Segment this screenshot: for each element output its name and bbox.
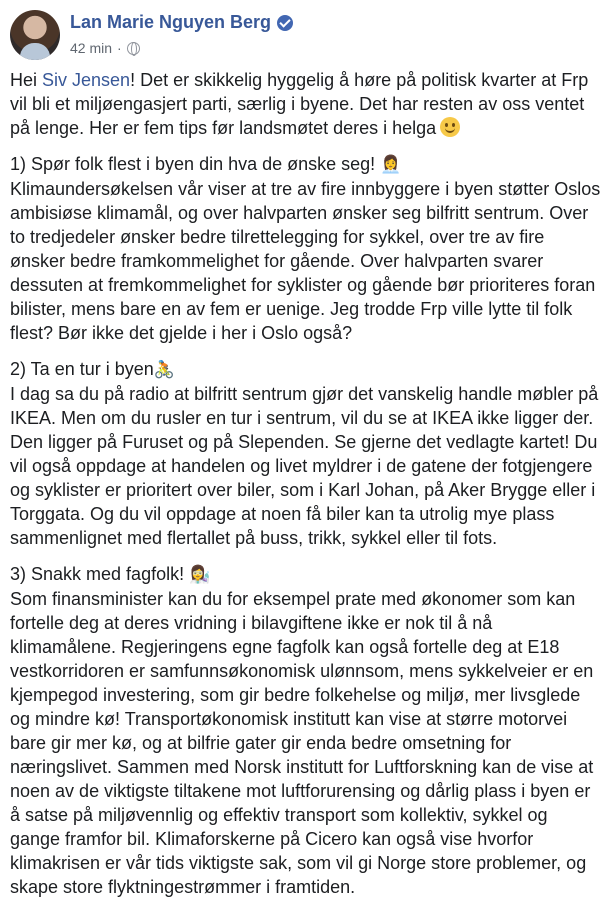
tip3-paragraph <box>10 562 602 899</box>
cyclist-icon: 🚴 <box>153 360 175 380</box>
tip3-heading: 3) Snakk med fagfolk! <box>10 564 185 584</box>
post-meta <box>70 40 140 56</box>
verified-badge-icon <box>277 15 293 31</box>
post-header <box>10 10 605 62</box>
tip1-text: Klimaundersøkelsen vår viser at tre av fire innbyggere i byen støtter Oslos ambisiøse klimamål, og over halvparten ønsker seg bilfritt sentrum. Over to tredjedeler ønsker bedre tilrettelegging for sykkel, over tre av fire ønsker bedre framkommelighet for gående. Over halvparten svarer dessuten at fremkommelighet for syklister og gående bør prioriteres foran bilister, mens bare en av fem er uenige. Jeg trodde Frp ville lytte til folk flest? Bør ikke det gjelde i her i Oslo også? <box>10 179 601 343</box>
author-name-link[interactable]: Lan Marie Nguyen Berg <box>70 12 272 32</box>
post-body <box>10 68 602 911</box>
smiling-face-icon <box>440 117 460 137</box>
tip1-paragraph <box>10 152 602 345</box>
scientist-icon: 👩‍🔬 <box>189 565 211 585</box>
intro-greeting: Hei <box>10 70 43 90</box>
globe-icon[interactable] <box>127 42 140 55</box>
mention-link[interactable]: Siv Jensen <box>42 70 131 90</box>
tip1-heading: 1) Spør folk flest i byen din hva de ønske seg! <box>10 154 376 174</box>
intro-text: ! Det er skikkelig hyggelig å høre på politisk kvarter at Frp vil bli et miljøengasjert parti, særlig i byene. Det har resten av oss ventet på lenge. Her er fem tips før landsmøtet deres i helga <box>10 70 589 138</box>
businesswoman-icon: 👩‍💼 <box>380 155 402 175</box>
intro-paragraph <box>10 68 602 140</box>
tip2-heading: 2) Ta en tur i byen <box>10 359 154 379</box>
meta-separator: · <box>117 40 122 56</box>
author-row <box>70 12 293 33</box>
tip2-text: I dag sa du på radio at bilfritt sentrum gjør det vanskelig handle møbler på IKEA. Men om du rusler en tur i sentrum, vil du se at IKEA ikke ligger der. Den ligger på Furuset og på Slependen. Se gjerne det vedlagte kartet! Du vil også oppdage at handelen og livet myldrer i de gatene der fotgjengere og syklister er prioritert over biler, som i Karl Johan, på Aker Brygge eller i Torggata. Og du vil oppdage at noen få biler kan ta utrolig mye plass sammenlignet med flertallet på buss, trikk, sykkel eller til fots. <box>10 384 599 548</box>
author-avatar[interactable] <box>10 10 60 60</box>
tip3-text: Som finansminister kan du for eksempel prate med økonomer som kan fortelle deg at deres vridning i bilavgiftene ikke er nok til å nå klimamålene. Regjeringens egne fagfolk kan også fortelle deg at E18 vestkorridoren er samfunnsøkonomisk ulønnsom, mens sykkelveier er en kjempegod investering, som gir bedre folkehelse og miljø, mer livsglede og mindre kø! Transportøkonomisk institutt kan vise at større motorvei bare gir mer kø, og at bilfrie gater gir enda bedre omsetning for næringslivet. Sammen med Norsk institutt for Luftforskning kan de vise at noen av de viktigste tiltakene mot luftforurensing og dårlig plass i byen er å satse på miljøvennlig og effektiv transport som kollektiv, sykkel og gange framfor bil. Klimaforskerne på Cicero kan også vise hvorfor klimakrisen er vår tids viktigste sak, som vil gi Norge store problemer, og skape store flyktningestrømmer i framtiden. <box>10 589 594 897</box>
tip2-paragraph <box>10 357 602 550</box>
post-timestamp[interactable]: 42 min <box>70 40 113 56</box>
